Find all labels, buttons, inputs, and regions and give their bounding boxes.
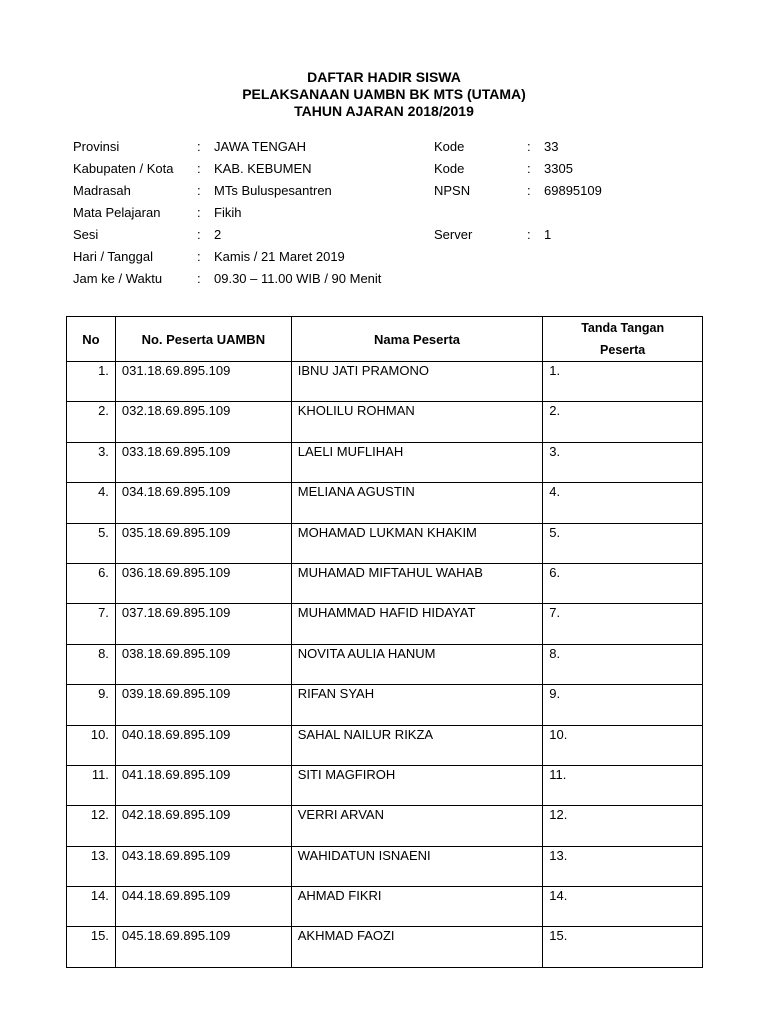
info-row-kabupaten (0, 161, 768, 183)
row-peserta: 032.18.69.895.109 (115, 402, 291, 442)
header-no: No (67, 317, 116, 362)
row-no: 3. (67, 442, 116, 482)
header-nama: Nama Peserta (291, 317, 543, 362)
table-row (67, 362, 703, 402)
row-no: 11. (67, 765, 116, 805)
row-nama: MOHAMAD LUKMAN KHAKIM (291, 523, 543, 563)
doc-subtitle: PELAKSANAAN UAMBN BK MTS (UTAMA) (242, 86, 526, 102)
row-nama: KHOLILU ROHMAN (291, 402, 543, 442)
row-peserta: 040.18.69.895.109 (115, 725, 291, 765)
info-row-hari (0, 249, 768, 271)
jam-sep: : (197, 271, 201, 286)
row-no: 15. (67, 927, 116, 967)
table-row (67, 725, 703, 765)
madrasah-value: MTs Buluspesantren (214, 183, 332, 198)
provinsi-label: Provinsi (73, 139, 120, 154)
row-peserta: 037.18.69.895.109 (115, 604, 291, 644)
table-row (67, 402, 703, 442)
kode1-label: Kode (434, 139, 465, 154)
table-row (67, 644, 703, 684)
row-tanda-tangan: 14. (543, 887, 703, 927)
row-no: 12. (67, 806, 116, 846)
mapel-sep: : (197, 205, 201, 220)
npsn-label: NPSN (434, 183, 471, 198)
row-tanda-tangan: 3. (543, 442, 703, 482)
row-tanda-tangan: 5. (543, 523, 703, 563)
doc-year: TAHUN AJARAN 2018/2019 (294, 103, 474, 119)
server-value: 1 (544, 227, 552, 242)
row-nama: SAHAL NAILUR RIKZA (291, 725, 543, 765)
hari-value: Kamis / 21 Maret 2019 (214, 249, 345, 264)
row-peserta: 036.18.69.895.109 (115, 563, 291, 603)
kode2-value: 3305 (544, 161, 573, 176)
info-row-sesi (0, 227, 768, 249)
row-tanda-tangan: 11. (543, 765, 703, 805)
row-peserta: 039.18.69.895.109 (115, 685, 291, 725)
kabupaten-label: Kabupaten / Kota (73, 161, 174, 176)
row-nama: AHMAD FIKRI (291, 887, 543, 927)
row-peserta: 031.18.69.895.109 (115, 362, 291, 402)
header-ttd-line1: Tanda Tangan (581, 321, 665, 335)
attendance-table (66, 316, 703, 968)
row-nama: MUHAMMAD HAFID HIDAYAT (291, 604, 543, 644)
table-header-row (67, 317, 703, 362)
madrasah-label: Madrasah (73, 183, 131, 198)
server-label: Server (434, 227, 473, 242)
provinsi-value: JAWA TENGAH (214, 139, 306, 154)
row-no: 7. (67, 604, 116, 644)
table-body (67, 362, 703, 968)
row-tanda-tangan: 13. (543, 846, 703, 886)
row-tanda-tangan: 9. (543, 685, 703, 725)
row-nama: LAELI MUFLIHAH (291, 442, 543, 482)
table-row (67, 563, 703, 603)
mapel-label: Mata Pelajaran (73, 205, 161, 220)
header-ttd-line2: Peserta (600, 343, 646, 357)
row-no: 6. (67, 563, 116, 603)
row-nama: MELIANA AGUSTIN (291, 483, 543, 523)
hari-label: Hari / Tanggal (73, 249, 153, 264)
row-tanda-tangan: 8. (543, 644, 703, 684)
table-row (67, 927, 703, 967)
row-no: 5. (67, 523, 116, 563)
row-nama: SITI MAGFIROH (291, 765, 543, 805)
table-row (67, 483, 703, 523)
mapel-value: Fikih (214, 205, 242, 220)
row-no: 4. (67, 483, 116, 523)
row-tanda-tangan: 7. (543, 604, 703, 644)
table-row (67, 887, 703, 927)
row-nama: MUHAMAD MIFTAHUL WAHAB (291, 563, 543, 603)
kode1-sep: : (527, 139, 531, 154)
table-row (67, 806, 703, 846)
table-row (67, 765, 703, 805)
madrasah-sep: : (197, 183, 201, 198)
table-row (67, 846, 703, 886)
row-nama: NOVITA AULIA HANUM (291, 644, 543, 684)
row-no: 1. (67, 362, 116, 402)
row-peserta: 038.18.69.895.109 (115, 644, 291, 684)
info-row-mapel (0, 205, 768, 227)
kode2-sep: : (527, 161, 531, 176)
row-tanda-tangan: 6. (543, 563, 703, 603)
row-peserta: 035.18.69.895.109 (115, 523, 291, 563)
kabupaten-value: KAB. KEBUMEN (214, 161, 312, 176)
sesi-label: Sesi (73, 227, 99, 242)
row-no: 9. (67, 685, 116, 725)
hari-sep: : (197, 249, 201, 264)
table-row (67, 685, 703, 725)
row-nama: AKHMAD FAOZI (291, 927, 543, 967)
jam-label: Jam ke / Waktu (73, 271, 163, 286)
server-sep: : (527, 227, 531, 242)
doc-title: DAFTAR HADIR SISWA (307, 69, 461, 85)
kabupaten-sep: : (197, 161, 201, 176)
row-nama: RIFAN SYAH (291, 685, 543, 725)
table-row (67, 604, 703, 644)
row-peserta: 042.18.69.895.109 (115, 806, 291, 846)
sesi-sep: : (197, 227, 201, 242)
info-row-madrasah (0, 183, 768, 205)
kode1-value: 33 (544, 139, 559, 154)
row-tanda-tangan: 1. (543, 362, 703, 402)
npsn-value: 69895109 (544, 183, 602, 198)
row-no: 14. (67, 887, 116, 927)
row-peserta: 044.18.69.895.109 (115, 887, 291, 927)
header-tanda-tangan (543, 317, 703, 362)
row-no: 13. (67, 846, 116, 886)
row-tanda-tangan: 12. (543, 806, 703, 846)
row-tanda-tangan: 15. (543, 927, 703, 967)
row-nama: IBNU JATI PRAMONO (291, 362, 543, 402)
info-row-jam (0, 271, 768, 293)
header-peserta: No. Peserta UAMBN (115, 317, 291, 362)
row-nama: VERRI ARVAN (291, 806, 543, 846)
npsn-sep: : (527, 183, 531, 198)
provinsi-sep: : (197, 139, 201, 154)
row-tanda-tangan: 2. (543, 402, 703, 442)
row-peserta: 041.18.69.895.109 (115, 765, 291, 805)
row-tanda-tangan: 10. (543, 725, 703, 765)
row-nama: WAHIDATUN ISNAENI (291, 846, 543, 886)
row-peserta: 045.18.69.895.109 (115, 927, 291, 967)
row-no: 10. (67, 725, 116, 765)
jam-value: 09.30 – 11.00 WIB / 90 Menit (214, 271, 382, 286)
table-row (67, 523, 703, 563)
row-peserta: 033.18.69.895.109 (115, 442, 291, 482)
row-tanda-tangan: 4. (543, 483, 703, 523)
row-no: 2. (67, 402, 116, 442)
row-no: 8. (67, 644, 116, 684)
info-row-provinsi (0, 139, 768, 161)
sesi-value: 2 (214, 227, 222, 242)
table-row (67, 442, 703, 482)
kode2-label: Kode (434, 161, 465, 176)
row-peserta: 043.18.69.895.109 (115, 846, 291, 886)
row-peserta: 034.18.69.895.109 (115, 483, 291, 523)
